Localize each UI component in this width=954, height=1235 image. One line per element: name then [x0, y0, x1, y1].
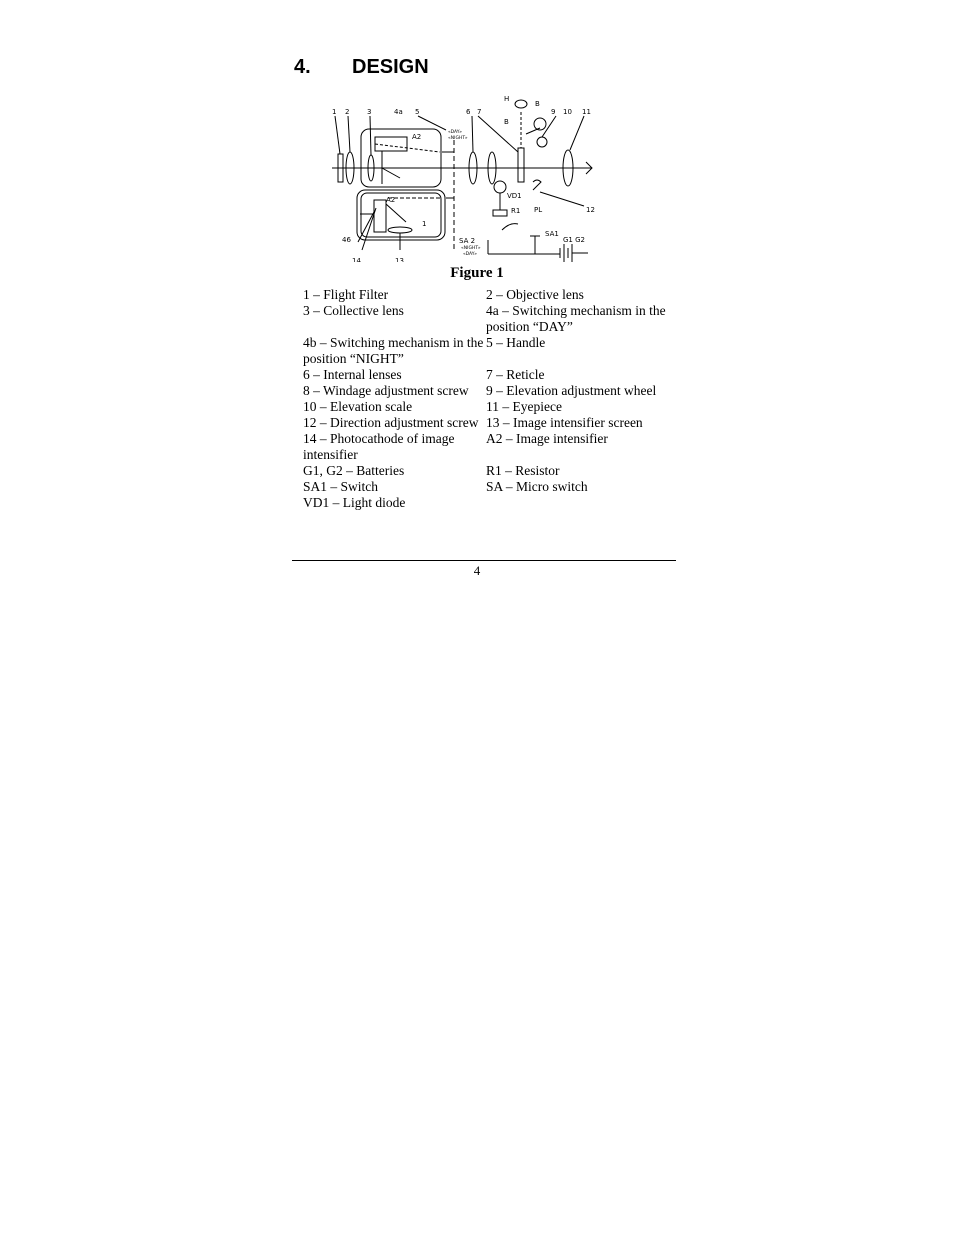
- legend-item-left: 14 – Photocathode of image intensifier: [303, 431, 455, 462]
- label-night-top: «NIGHT»: [448, 136, 468, 141]
- legend-item-left: SA1 – Switch: [303, 479, 379, 494]
- legend-item-left: 1 – Flight Filter: [303, 287, 389, 302]
- legend-item-right: SA – Micro switch: [486, 479, 588, 494]
- legend-row: [303, 335, 675, 367]
- label-11: 11: [582, 108, 591, 116]
- leader-2: [348, 116, 350, 152]
- reticle-shape: [518, 148, 524, 182]
- legend-item-right: [486, 495, 675, 511]
- label-a2-bottom: A2: [386, 196, 396, 204]
- leader-12: [540, 192, 584, 206]
- label-10: 10: [563, 108, 572, 116]
- label-9: 9: [551, 108, 556, 116]
- label-b-top: B: [535, 100, 540, 108]
- legend-row: [303, 463, 675, 479]
- mirror-arm-bottom: [386, 204, 406, 222]
- label-3: 3: [367, 108, 372, 116]
- legend-item-left: 3 – Collective lens: [303, 303, 404, 318]
- legend-item-left: 4b – Switching mechanism in the position “NIGHT”: [303, 335, 484, 366]
- label-14: 14: [352, 257, 361, 262]
- label-pl: PL: [534, 206, 543, 214]
- legend-row: [303, 431, 675, 463]
- handle-h-shape: [515, 100, 527, 108]
- resistor-arrow: [502, 224, 518, 230]
- label-day-top: «DAY»: [448, 130, 462, 135]
- label-g1g2: G1 G2: [563, 236, 585, 244]
- legend-row: [303, 383, 675, 399]
- legend-item-right: 11 – Eyepiece: [486, 399, 562, 414]
- label-b-left: B: [504, 118, 509, 126]
- label-h: H: [504, 95, 510, 103]
- leader-6: [472, 116, 473, 152]
- leader-3: [370, 116, 371, 155]
- image-intensifier-top: [375, 137, 407, 151]
- pl-lamp-shape: [533, 180, 541, 190]
- legend-item-left: VD1 – Light diode: [303, 495, 406, 510]
- legend-row: [303, 479, 675, 495]
- intensifier-screen-shape: [388, 227, 412, 233]
- label-12: 12: [586, 206, 595, 214]
- label-sa2: SA 2: [459, 237, 476, 245]
- legend-item-right: 7 – Reticle: [486, 367, 545, 382]
- leader-1: [335, 116, 340, 154]
- label-5: 5: [415, 108, 420, 116]
- label-46: 46: [342, 236, 351, 244]
- leader-7: [478, 116, 518, 152]
- legend-item-right: 9 – Elevation adjustment wheel: [486, 383, 657, 398]
- legend-row: [303, 495, 675, 511]
- label-1-inner: 1: [422, 220, 427, 228]
- figure-legend: [303, 287, 675, 511]
- label-night-bottom: «NIGHT»: [461, 246, 481, 251]
- light-diode-shape: [494, 181, 506, 193]
- legend-item-right: A2 – Image intensifier: [486, 431, 608, 446]
- legend-item-right: 5 – Handle: [486, 335, 546, 350]
- elevation-scale-shape: [537, 137, 547, 147]
- label-r1: R1: [511, 207, 521, 215]
- footer-rule: [292, 560, 676, 561]
- section-title: DESIGN: [352, 56, 429, 78]
- label-vd1: VD1: [507, 192, 522, 200]
- image-intensifier-bottom: [374, 200, 386, 232]
- legend-item-left: 6 – Internal lenses: [303, 367, 402, 382]
- legend-item-left: 12 – Direction adjustment screw: [303, 415, 479, 430]
- label-day-bottom: «DAY»: [463, 252, 477, 257]
- mirror-arm-top: [382, 168, 400, 178]
- legend-item-left: 10 – Elevation scale: [303, 399, 413, 414]
- legend-item-right: 2 – Objective lens: [486, 287, 584, 302]
- legend-item-left: G1, G2 – Batteries: [303, 463, 405, 478]
- section-number: 4.: [294, 56, 311, 78]
- label-7: 7: [477, 108, 482, 116]
- section-heading: [294, 56, 429, 79]
- legend-item-right: 13 – Image intensifier screen: [486, 415, 643, 430]
- legend-row: [303, 415, 675, 431]
- label-sa1: SA1: [545, 230, 559, 238]
- resistor-shape: [493, 210, 507, 216]
- label-1: 1: [332, 108, 337, 116]
- legend-item-left: 8 – Windage adjustment screw: [303, 383, 469, 398]
- optical-scheme-diagram: [330, 92, 600, 262]
- legend-row: [303, 367, 675, 383]
- legend-item-right: 4a – Switching mechanism in the position “DAY”: [486, 303, 666, 334]
- figure-caption: Figure 1: [450, 265, 504, 281]
- label-4a: 4a: [394, 108, 403, 116]
- label-6: 6: [466, 108, 471, 116]
- label-2: 2: [345, 108, 350, 116]
- night-mechanism-inner: [361, 193, 441, 237]
- adjust-link: [526, 128, 540, 134]
- legend-row: [303, 287, 675, 303]
- legend-item-right: R1 – Resistor: [486, 463, 560, 478]
- leader-5: [418, 116, 446, 130]
- label-a2-top: A2: [412, 133, 422, 141]
- legend-row: [303, 399, 675, 415]
- page-number: 4: [473, 563, 481, 578]
- legend-row: [303, 303, 675, 335]
- leader-11: [570, 116, 584, 150]
- label-13: 13: [395, 257, 404, 262]
